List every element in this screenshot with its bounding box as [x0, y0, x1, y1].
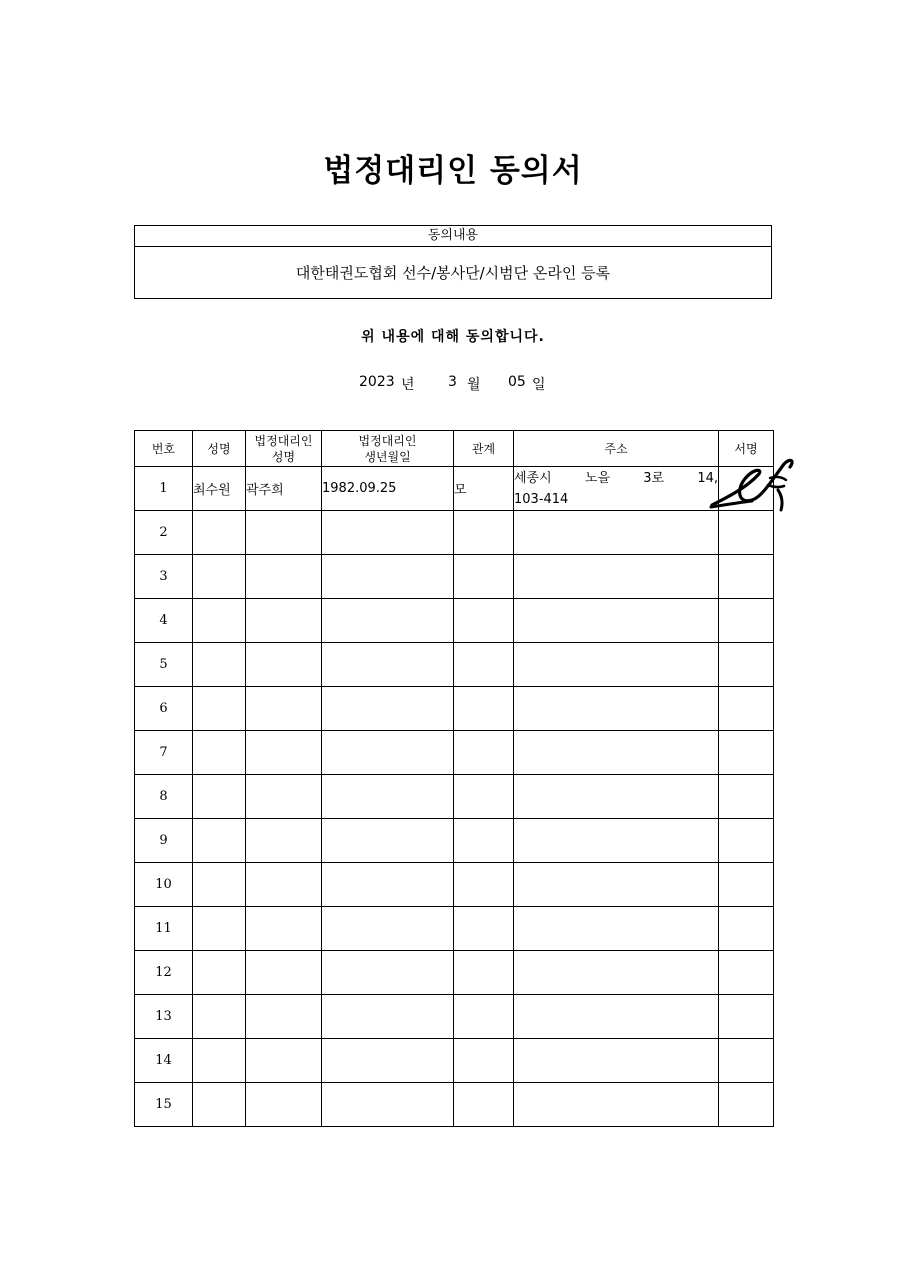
guardian-birth [322, 863, 454, 907]
student-name [193, 819, 246, 863]
consent-content: 대한태권도협회 선수/봉사단/시범단 온라인 등록 [295, 264, 611, 282]
guardian-name [246, 863, 322, 907]
student-name [193, 599, 246, 643]
row-number: 14 [135, 1039, 193, 1083]
table-row [135, 995, 774, 1039]
relation [454, 951, 514, 995]
date-day: 05 [508, 374, 526, 390]
guardian-birth [322, 951, 454, 995]
row-number: 9 [135, 819, 193, 863]
date-day-unit: 일 [532, 377, 546, 393]
student-name [193, 1039, 246, 1083]
signature-cell [719, 555, 774, 599]
address-part: 3로 [643, 470, 665, 486]
row-number: 10 [135, 863, 193, 907]
address [514, 643, 719, 687]
student-name [193, 951, 246, 995]
relation [454, 1039, 514, 1083]
guardian-birth [322, 775, 454, 819]
header-address: 주소 [514, 431, 719, 467]
signature-cell [719, 1039, 774, 1083]
guardian-name [246, 995, 322, 1039]
guardian-birth [322, 731, 454, 775]
guardian-birth [322, 687, 454, 731]
row-number: 7 [135, 731, 193, 775]
row-number: 12 [135, 951, 193, 995]
guardian-birth [322, 555, 454, 599]
row-number: 1 [135, 467, 193, 511]
document-title: 법정대리인 동의서 [323, 153, 583, 189]
table-row [135, 907, 774, 951]
address-part: 14, [697, 470, 718, 486]
guardian-name: 곽주희 [246, 467, 322, 511]
row-number: 8 [135, 775, 193, 819]
header-guardian-birth-line2: 생년월일 [364, 449, 411, 464]
header-guardian-birth-line1: 법정대리인 [358, 433, 417, 448]
date-year: 2023 [359, 374, 395, 390]
date-month-unit: 월 [467, 377, 481, 393]
table-row [135, 511, 774, 555]
table-row [135, 1039, 774, 1083]
student-name [193, 775, 246, 819]
header-number: 번호 [135, 431, 193, 467]
student-name [193, 731, 246, 775]
guardian-birth [322, 995, 454, 1039]
address-part: 세종시 [514, 470, 552, 486]
signature-cell [719, 907, 774, 951]
consent-box [134, 225, 772, 299]
student-name [193, 687, 246, 731]
signature-cell [719, 995, 774, 1039]
table-row [135, 951, 774, 995]
relation [454, 907, 514, 951]
address-line1 [514, 468, 718, 489]
header-relation: 관계 [454, 431, 514, 467]
row-number: 15 [135, 1083, 193, 1127]
row-number: 6 [135, 687, 193, 731]
header-guardian-name-line1: 법정대리인 [254, 433, 313, 448]
signature-cell [719, 511, 774, 555]
header-name: 성명 [193, 431, 246, 467]
guardian-name [246, 643, 322, 687]
guardian-name [246, 555, 322, 599]
address [514, 687, 719, 731]
relation [454, 687, 514, 731]
address [514, 467, 719, 511]
relation: 모 [454, 467, 514, 511]
guardian-name [246, 775, 322, 819]
row-number: 4 [135, 599, 193, 643]
table-header-row [135, 431, 774, 467]
address [514, 731, 719, 775]
relation [454, 1083, 514, 1127]
relation [454, 863, 514, 907]
table-row [135, 775, 774, 819]
guardian-birth: 1982.09.25 [322, 467, 454, 511]
row-number: 2 [135, 511, 193, 555]
header-signature: 서명 [719, 431, 774, 467]
row-number: 5 [135, 643, 193, 687]
table-row [135, 863, 774, 907]
date-month: 3 [448, 374, 457, 390]
table-row [135, 687, 774, 731]
guardian-name [246, 1083, 322, 1127]
student-name: 최수원 [193, 467, 246, 511]
table-row [135, 731, 774, 775]
signature-cell [719, 643, 774, 687]
guardian-birth [322, 599, 454, 643]
guardian-name [246, 687, 322, 731]
relation [454, 731, 514, 775]
consent-header: 동의내용 [135, 226, 771, 247]
student-name [193, 1083, 246, 1127]
table-row [135, 1083, 774, 1127]
header-guardian-birth [322, 431, 454, 467]
address [514, 907, 719, 951]
header-guardian-name-line2: 성명 [271, 449, 296, 464]
table-row [135, 599, 774, 643]
relation [454, 555, 514, 599]
address [514, 995, 719, 1039]
row-number: 3 [135, 555, 193, 599]
guardian-name [246, 731, 322, 775]
student-name [193, 907, 246, 951]
guardian-birth [322, 907, 454, 951]
relation [454, 995, 514, 1039]
address [514, 775, 719, 819]
table-row [135, 467, 774, 511]
relation [454, 511, 514, 555]
table-row [135, 643, 774, 687]
address-line2: 103-414 [514, 491, 569, 507]
signature-cell [719, 951, 774, 995]
relation [454, 599, 514, 643]
guardian-birth [322, 1083, 454, 1127]
guardian-name [246, 511, 322, 555]
address [514, 863, 719, 907]
address [514, 1083, 719, 1127]
address [514, 555, 719, 599]
header-guardian-name [246, 431, 322, 467]
signature-cell [719, 819, 774, 863]
student-name [193, 863, 246, 907]
address-part: 노을 [584, 470, 611, 486]
table-row [135, 819, 774, 863]
handwritten-signature-icon [706, 458, 802, 514]
agreement-statement: 위 내용에 대해 동의합니다. [361, 329, 545, 345]
address [514, 951, 719, 995]
student-name [193, 643, 246, 687]
signature-cell [719, 599, 774, 643]
signature-cell [719, 775, 774, 819]
guardian-name [246, 599, 322, 643]
guardian-birth [322, 1039, 454, 1083]
signature-cell [719, 863, 774, 907]
relation [454, 819, 514, 863]
address [514, 599, 719, 643]
address [514, 511, 719, 555]
address [514, 819, 719, 863]
relation [454, 643, 514, 687]
guardian-name [246, 907, 322, 951]
address [514, 1039, 719, 1083]
guardian-table [134, 430, 774, 1127]
student-name [193, 555, 246, 599]
guardian-birth [322, 511, 454, 555]
guardian-birth [322, 819, 454, 863]
row-number: 13 [135, 995, 193, 1039]
signature-cell [719, 687, 774, 731]
student-name [193, 995, 246, 1039]
signature-cell [719, 731, 774, 775]
date-year-unit: 년 [401, 377, 415, 393]
row-number: 11 [135, 907, 193, 951]
guardian-birth [322, 643, 454, 687]
guardian-name [246, 951, 322, 995]
relation [454, 775, 514, 819]
table-row [135, 555, 774, 599]
guardian-name [246, 1039, 322, 1083]
student-name [193, 511, 246, 555]
signature-cell [719, 1083, 774, 1127]
guardian-name [246, 819, 322, 863]
